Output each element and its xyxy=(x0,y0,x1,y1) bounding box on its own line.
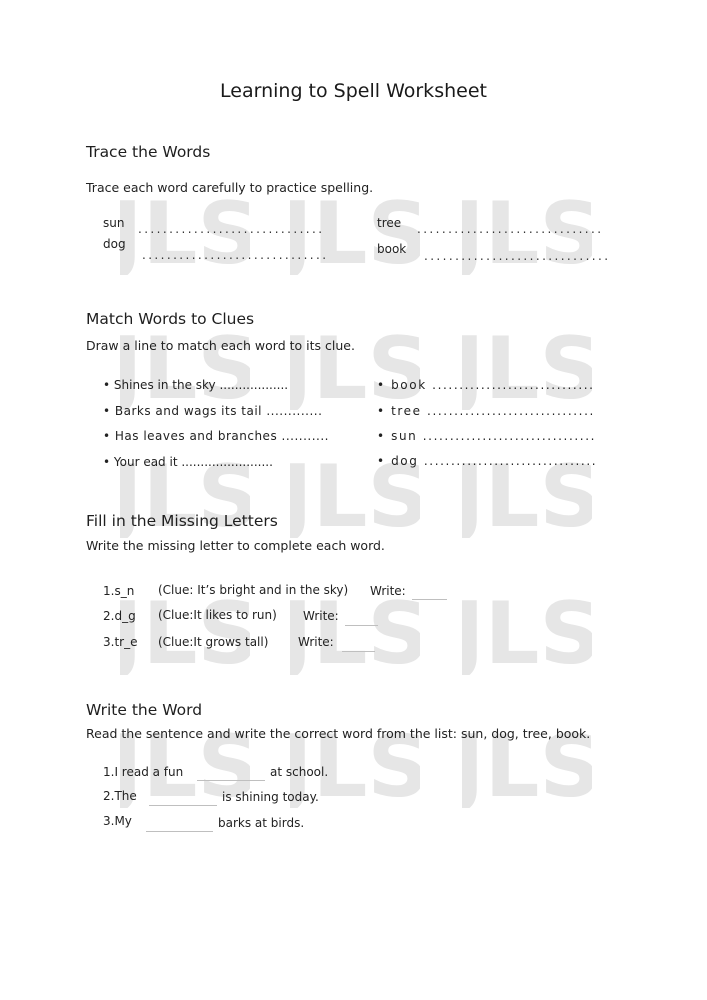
trace-dots[interactable]: .............................. xyxy=(424,249,611,263)
svg-text:JLS: JLS xyxy=(290,448,420,538)
write-sentence-start: 1.I read a fun xyxy=(103,765,184,779)
fill-word: 2.d_g xyxy=(103,609,136,623)
match-clue: • Barks and wags its tail ............. xyxy=(103,404,323,418)
watermark-logo xyxy=(462,585,592,675)
svg-text:JLS: JLS xyxy=(462,718,592,808)
match-word: • book .............................. xyxy=(377,378,595,392)
svg-text:JLS: JLS xyxy=(290,320,420,410)
watermark-logo xyxy=(120,320,250,410)
trace-dots[interactable]: .............................. xyxy=(417,222,604,236)
match-clue: • Your ead it ........................ xyxy=(103,455,273,469)
svg-text:JLS: JLS xyxy=(290,718,420,808)
fill-answer-blank[interactable] xyxy=(342,638,375,652)
svg-text:JLS: JLS xyxy=(120,320,250,410)
trace-word-book: book xyxy=(377,242,407,256)
write-sentence-end: at school. xyxy=(270,765,329,779)
write-instruction: Read the sentence and write the correct word from the list: sun, dog, tree, book. xyxy=(86,726,591,741)
trace-word-tree: tree xyxy=(377,216,402,230)
write-sentence-end: barks at birds. xyxy=(218,816,305,830)
watermark-logo xyxy=(462,320,592,410)
fill-word: 3.tr_e xyxy=(103,635,138,649)
page-title: Learning to Spell Worksheet xyxy=(220,80,487,102)
fill-write-label: Write: xyxy=(370,584,406,598)
fill-clue: (Clue: It’s bright and in the sky) xyxy=(158,583,349,597)
fill-clue: (Clue:It grows tall) xyxy=(158,635,269,649)
write-answer-blank[interactable] xyxy=(197,767,265,781)
svg-text:JLS: JLS xyxy=(462,448,592,538)
watermark-logo xyxy=(290,585,420,675)
fill-clue: (Clue:It likes to run) xyxy=(158,608,277,622)
write-sentence-end: is shining today. xyxy=(222,790,319,804)
svg-text:JLS: JLS xyxy=(462,185,592,275)
svg-text:JLS: JLS xyxy=(290,185,420,275)
svg-text:JLS: JLS xyxy=(290,585,420,675)
match-heading: Match Words to Clues xyxy=(86,310,255,328)
fill-heading: Fill in the Missing Letters xyxy=(86,512,278,530)
fill-answer-blank[interactable] xyxy=(345,612,378,626)
write-heading: Write the Word xyxy=(86,701,203,719)
fill-write-label: Write: xyxy=(303,609,339,623)
match-word: • tree ............................... xyxy=(377,404,595,418)
fill-word: 1.s_n xyxy=(103,584,135,598)
svg-text:JLS: JLS xyxy=(120,718,250,808)
match-instruction: Draw a line to match each word to its clue. xyxy=(86,338,355,353)
watermark-logo xyxy=(120,585,250,675)
svg-text:JLS: JLS xyxy=(120,185,250,275)
write-sentence-start: 3.My xyxy=(103,814,132,828)
write-answer-blank[interactable] xyxy=(146,818,213,832)
match-clue: • Has leaves and branches ........... xyxy=(103,429,329,443)
write-answer-blank[interactable] xyxy=(149,792,217,806)
trace-word-dog: dog xyxy=(103,237,126,251)
trace-instruction: Trace each word carefully to practice spelling. xyxy=(86,180,374,195)
fill-instruction: Write the missing letter to complete each word. xyxy=(86,538,385,553)
svg-text:JLS: JLS xyxy=(462,320,592,410)
write-sentence-start: 2.The xyxy=(103,789,137,803)
svg-text:JLS: JLS xyxy=(462,585,592,675)
match-word: • dog ................................ xyxy=(377,454,598,468)
fill-write-label: Write: xyxy=(298,635,334,649)
svg-text:JLS: JLS xyxy=(120,448,250,538)
match-word: • sun ................................ xyxy=(377,429,597,443)
trace-dots[interactable]: .............................. xyxy=(138,222,325,236)
trace-heading: Trace the Words xyxy=(86,143,211,161)
trace-word-sun: sun xyxy=(103,216,125,230)
svg-text:JLS: JLS xyxy=(120,585,250,675)
trace-dots[interactable]: .............................. xyxy=(142,248,329,262)
watermark-logo xyxy=(290,320,420,410)
fill-answer-blank[interactable] xyxy=(412,586,447,600)
match-clue: • Shines in the sky .................. xyxy=(103,378,289,392)
